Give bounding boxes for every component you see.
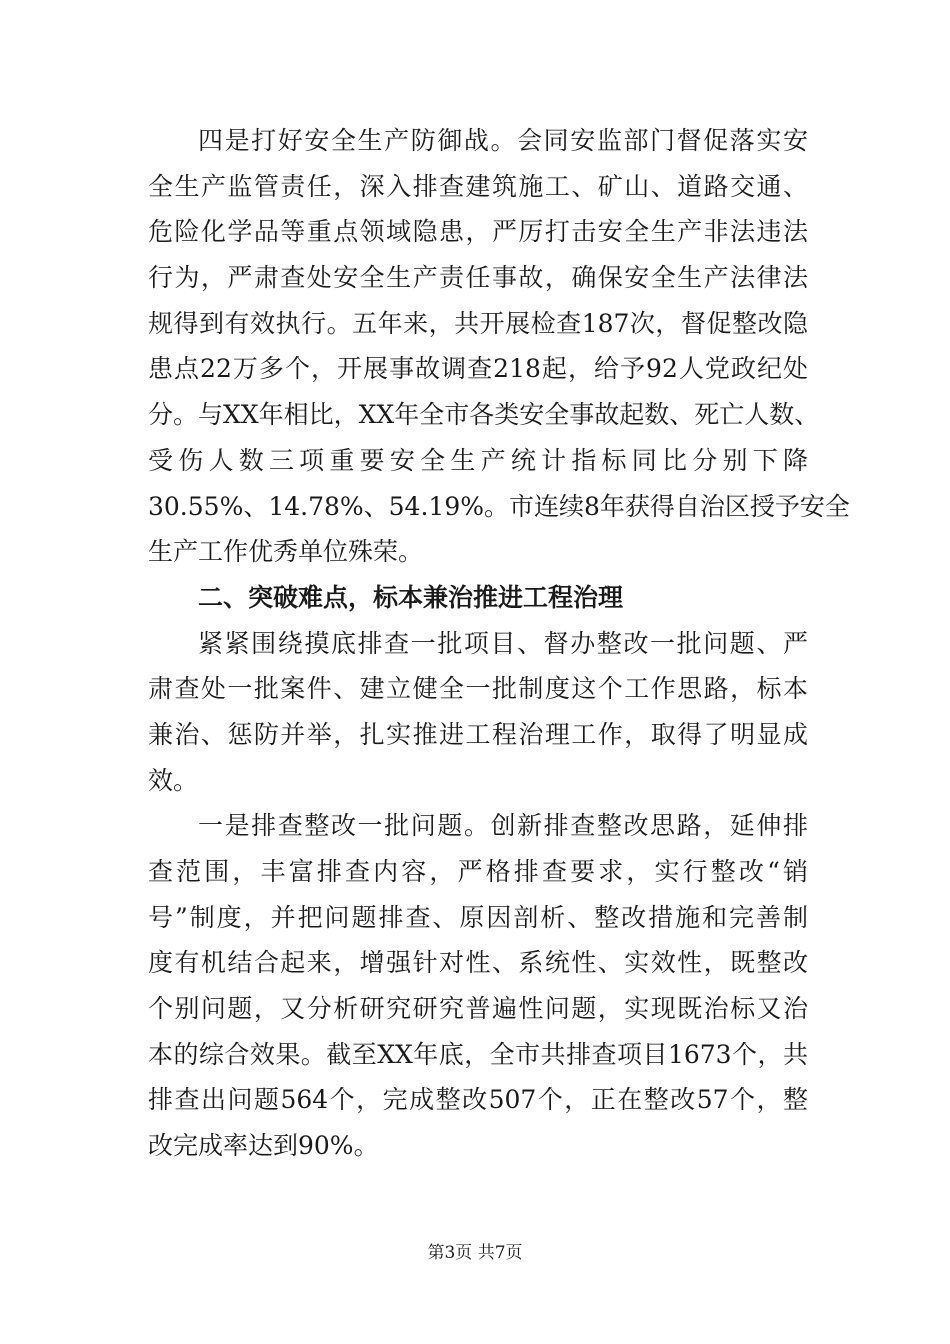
text-line: 个别问题，又分析研究研究普遍性问题，实现既治标又治 — [148, 994, 808, 1024]
text-line: 行为，严肃查处安全生产责任事故，确保安全生产法律法 — [148, 263, 808, 293]
text-line: 四是打好安全生产防御战。会同安监部门督促落实安 — [198, 126, 808, 155]
text-line: 一是排查整改一批问题。创新排查整改思路，延伸排 — [198, 811, 808, 841]
text-line: 生产工作优秀单位殊荣。 — [148, 537, 424, 567]
text-line: 排查出问题564个，完成整改507个，正在整改57个，整 — [148, 1085, 808, 1115]
text-line: 度有机结合起来，增强针对性、系统性、实效性，既整改 — [148, 948, 808, 978]
text-line: 规得到有效执行。五年来，共开展检查187次，督促整改隐 — [148, 308, 808, 338]
text-line: 分。与XX年相比，XX年全市各类安全事故起数、死亡人数、 — [148, 400, 820, 430]
paragraph-intro — [148, 621, 808, 804]
text-line: 号”制度，并把问题排查、原因剖析、整改措施和完善制 — [148, 902, 808, 932]
paragraph-rectification — [148, 803, 808, 1169]
section-heading: 二、突破难点，标本兼治推进工程治理 — [198, 582, 624, 612]
text-line: 本的综合效果。截至XX年底，全市共排查项目1673个，共 — [148, 1039, 808, 1069]
text-line: 兼治、惩防并举，扎实推进工程治理工作，取得了明显成 — [148, 719, 808, 749]
page-footer: 第3页 共7页 — [427, 1243, 523, 1263]
text-line: 全生产监管责任，深入排查建筑施工、矿山、道路交通、 — [148, 171, 808, 201]
text-line: 危险化学品等重点领域隐患，严厉打击安全生产非法违法 — [148, 217, 808, 247]
text-line: 改完成率达到90%。 — [148, 1131, 379, 1161]
text-line: 受伤人数三项重要安全生产统计指标同比分别下降 — [148, 445, 808, 475]
text-line: 肃查处一批案件、建立健全一批制度这个工作思路，标本 — [148, 674, 808, 704]
text-line: 30.55%、14.78%、54.19%。市连续8年获得自治区授予安全 — [148, 491, 850, 521]
document-body — [148, 118, 850, 1169]
paragraph-safety-production — [148, 118, 850, 575]
text-line: 查范围，丰富排查内容，严格排查要求，实行整改“销 — [148, 857, 808, 886]
text-line: 紧紧围绕摸底排查一批项目、督办整改一批问题、严 — [198, 628, 808, 658]
text-line: 患点22万多个，开展事故调查218起，给予92人党政纪处 — [148, 354, 808, 384]
text-line: 效。 — [148, 765, 199, 795]
